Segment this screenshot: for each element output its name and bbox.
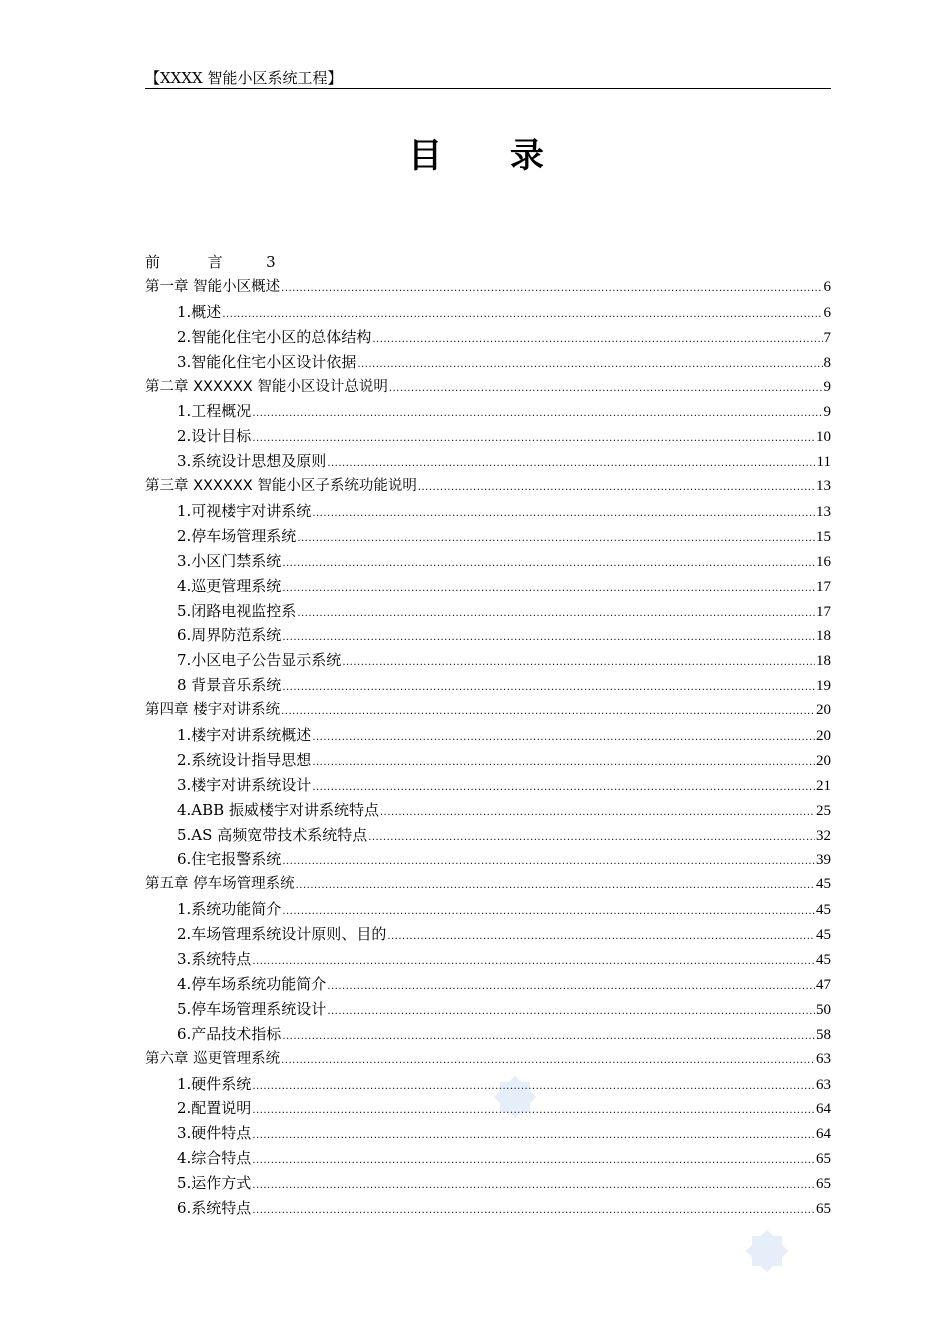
- toc-leader-dots: [282, 850, 815, 875]
- toc-entry-label: 2.车场管理系统设计原则、目的: [177, 925, 387, 944]
- toc-chapter-entry[interactable]: [145, 474, 831, 499]
- toc-entry-page: 18: [816, 628, 831, 645]
- toc-section-entry[interactable]: [145, 424, 831, 449]
- toc-entry-label: 1.楼宇对讲系统概述: [177, 726, 312, 745]
- toc-entry-label: 2.配置说明: [177, 1099, 252, 1118]
- toc-section-entry[interactable]: [145, 574, 831, 599]
- toc-entry-label: 第一章 智能小区概述: [145, 279, 281, 295]
- toc-entry-label: 2.设计目标: [177, 427, 252, 446]
- toc-entry-page: 20: [816, 702, 831, 719]
- toc-leader-dots: [252, 427, 815, 452]
- toc-entry-label: 5.AS 高频宽带技术系统特点: [177, 825, 368, 844]
- toc-entry-page: 32: [816, 827, 831, 844]
- toc-entry-page: 50: [816, 1001, 831, 1018]
- toc-entry-label: 3.硬件特点: [177, 1124, 252, 1143]
- toc-section-entry[interactable]: [145, 897, 831, 922]
- toc-leader-dots: [327, 975, 815, 1000]
- toc-entry-label: 7.小区电子公告显示系统: [177, 651, 342, 670]
- toc-section-entry[interactable]: [145, 1022, 831, 1047]
- toc-entry-page: 11: [816, 454, 831, 471]
- toc-leader-dots: [372, 328, 822, 353]
- toc-chapter-entry[interactable]: [145, 375, 831, 400]
- toc-entry-page: 63: [816, 1050, 831, 1067]
- toc-entry-label: 2.停车场管理系统: [177, 526, 297, 545]
- toc-leader-dots: [282, 552, 815, 577]
- page-header: [145, 68, 831, 89]
- toc-entry-page: 63: [816, 1076, 831, 1093]
- toc-entry-page: 25: [816, 802, 831, 819]
- toc-leader-dots: [342, 651, 815, 676]
- toc-entry-page: 45: [816, 876, 831, 893]
- toc-entry-page: 47: [816, 976, 831, 993]
- toc-entry-label: 1.系统功能简介: [177, 900, 282, 919]
- toc-entry-label: 5.闭路电视监控系: [177, 601, 297, 620]
- toc-section-entry[interactable]: [145, 972, 831, 997]
- toc-entry-label: 3.系统设计思想及原则: [177, 452, 327, 471]
- toc-section-entry[interactable]: [145, 1196, 831, 1221]
- toc-entry-page: 45: [816, 927, 831, 944]
- toc-entry-label: 5.运作方式: [177, 1174, 252, 1193]
- toc-leader-dots: [312, 502, 815, 527]
- toc-leader-dots: [281, 277, 822, 302]
- toc-leader-dots: [389, 377, 823, 402]
- toc-entry-label: 5.停车场管理系统设计: [177, 999, 327, 1018]
- toc-section-entry[interactable]: [145, 399, 831, 424]
- toc-entry-page: 10: [816, 429, 831, 446]
- toc-section-entry[interactable]: [145, 449, 831, 474]
- toc-chapter-entry[interactable]: [145, 275, 831, 300]
- toc-preface[interactable]: [145, 250, 831, 275]
- toc-leader-dots: [281, 700, 815, 725]
- toc-entry-page: 64: [816, 1126, 831, 1143]
- toc-entry-label: 8 背景音乐系统: [177, 676, 282, 695]
- toc-section-entry[interactable]: [145, 350, 831, 375]
- toc-leader-dots: [282, 1025, 815, 1050]
- header-text: 【XXXX 智能小区系统工程】: [145, 69, 343, 87]
- preface-page: 3: [266, 253, 276, 271]
- toc-section-entry[interactable]: [145, 922, 831, 947]
- toc-entry-page: 17: [816, 578, 831, 595]
- toc-entry-label: 第三章 XXXXXX 智能小区子系统功能说明: [145, 478, 417, 495]
- toc-entry-label: 第五章 停车场管理系统: [145, 876, 295, 893]
- toc-entry-page: 6: [823, 279, 831, 295]
- toc-entry-page: 9: [823, 404, 831, 421]
- toc-entry-label: 6.产品技术指标: [177, 1024, 282, 1043]
- toc-entry-label: 1.工程概况: [177, 402, 252, 421]
- toc-leader-dots: [282, 626, 815, 651]
- toc-section-entry[interactable]: [145, 599, 831, 624]
- toc-section-entry[interactable]: [145, 300, 831, 325]
- toc-section-entry[interactable]: [145, 549, 831, 574]
- toc-entry-label: 4.综合特点: [177, 1149, 252, 1168]
- toc-leader-dots: [282, 676, 815, 701]
- toc-entry-page: 6: [823, 304, 831, 321]
- watermark-logo-icon: [480, 1062, 550, 1132]
- toc-chapter-entry[interactable]: [145, 698, 831, 723]
- toc-entry-page: 13: [816, 478, 831, 495]
- toc-leader-dots: [296, 874, 815, 899]
- toc-entry-page: 64: [816, 1101, 831, 1118]
- toc-entry-label: 3.系统特点: [177, 950, 252, 969]
- toc-section-entry[interactable]: [145, 823, 831, 848]
- toc-entry-page: 45: [816, 902, 831, 919]
- toc-section-entry[interactable]: [145, 798, 831, 823]
- toc-entry-label: 第二章 XXXXXX 智能小区设计总说明: [145, 378, 388, 395]
- preface-label-a: 前: [145, 253, 161, 271]
- toc-section-entry[interactable]: [145, 773, 831, 798]
- toc-leader-dots: [297, 527, 815, 552]
- toc-entry-label: 6.住宅报警系统: [177, 850, 282, 869]
- toc-entry-label: 4.巡更管理系统: [177, 576, 282, 595]
- toc-leader-dots: [327, 1000, 815, 1025]
- toc-leader-dots: [357, 353, 822, 378]
- toc-entry-label: 3.智能化住宅小区设计依据: [177, 352, 357, 371]
- toc-entry-page: 8: [823, 354, 831, 371]
- toc-entry-page: 18: [816, 653, 831, 670]
- toc-entry-page: 21: [816, 777, 831, 794]
- toc-leader-dots: [312, 751, 815, 776]
- toc-entry-page: 39: [816, 852, 831, 869]
- toc-entry-page: 20: [816, 752, 831, 769]
- toc-leader-dots: [418, 476, 815, 501]
- toc-entry-label: 3.小区门禁系统: [177, 551, 282, 570]
- toc-leader-dots: [252, 950, 815, 975]
- toc-section-entry[interactable]: [145, 325, 831, 350]
- toc-entry-page: 7: [823, 329, 831, 346]
- toc-section-entry[interactable]: [145, 673, 831, 698]
- toc-entry-label: 1.概述: [177, 302, 222, 321]
- toc-section-entry[interactable]: [145, 748, 831, 773]
- toc-section-entry[interactable]: [145, 997, 831, 1022]
- toc-leader-dots: [252, 1149, 815, 1174]
- toc-leader-dots: [387, 925, 815, 950]
- toc-entry-page: 15: [816, 528, 831, 545]
- toc-section-entry[interactable]: [145, 623, 831, 648]
- toc-leader-dots: [368, 826, 815, 851]
- toc-leader-dots: [282, 577, 815, 602]
- toc-section-entry[interactable]: [145, 847, 831, 872]
- toc-entry-page: 65: [816, 1151, 831, 1168]
- toc-leader-dots: [297, 602, 815, 627]
- toc-entry-page: 65: [816, 1200, 831, 1217]
- toc-entry-label: 2.系统设计指导思想: [177, 750, 312, 769]
- toc-leader-dots: [312, 726, 815, 751]
- toc-entry-label: 4.停车场系统功能简介: [177, 974, 327, 993]
- toc-entry-page: 19: [816, 678, 831, 695]
- toc-section-entry[interactable]: [145, 499, 831, 524]
- toc-entry-page: 45: [816, 952, 831, 969]
- toc-entry-label: 2.智能化住宅小区的总体结构: [177, 327, 372, 346]
- toc-entry-label: 4.ABB 振威楼宇对讲系统特点: [177, 800, 379, 819]
- toc-leader-dots: [252, 1174, 815, 1199]
- toc-section-entry[interactable]: [145, 723, 831, 748]
- toc-section-entry[interactable]: [145, 648, 831, 673]
- toc-entry-label: 1.可视楼宇对讲系统: [177, 502, 312, 521]
- toc-section-entry[interactable]: [145, 1171, 831, 1196]
- toc-leader-dots: [312, 776, 815, 801]
- toc-entry-page: 9: [823, 378, 831, 395]
- toc-entry-page: 65: [816, 1176, 831, 1193]
- toc-section-entry[interactable]: [145, 947, 831, 972]
- toc-entry-page: 13: [816, 504, 831, 521]
- toc-entry-label: 6.周界防范系统: [177, 626, 282, 645]
- toc-entry-page: 20: [816, 728, 831, 745]
- toc-leader-dots: [380, 801, 815, 826]
- toc-entry-label: 第六章 巡更管理系统: [145, 1050, 281, 1067]
- preface-label-b: 言: [207, 253, 223, 271]
- toc-entry-label: 第四章 楼宇对讲系统: [145, 702, 281, 719]
- toc-leader-dots: [252, 1199, 815, 1224]
- toc-entry-page: 17: [816, 603, 831, 620]
- toc-section-entry[interactable]: [145, 524, 831, 549]
- toc-section-entry[interactable]: [145, 1146, 831, 1171]
- toc-leader-dots: [252, 402, 822, 427]
- watermark-logo-icon-corner: [732, 1216, 802, 1286]
- toc-entry-label: 3.楼宇对讲系统设计: [177, 775, 312, 794]
- toc-entry-page: 16: [816, 553, 831, 570]
- page-title: 目 录: [408, 136, 572, 176]
- toc-entry-label: 1.硬件系统: [177, 1074, 252, 1093]
- toc-entry-label: 6.系统特点: [177, 1198, 252, 1217]
- toc-entry-page: 58: [816, 1026, 831, 1043]
- toc-chapter-entry[interactable]: [145, 872, 831, 897]
